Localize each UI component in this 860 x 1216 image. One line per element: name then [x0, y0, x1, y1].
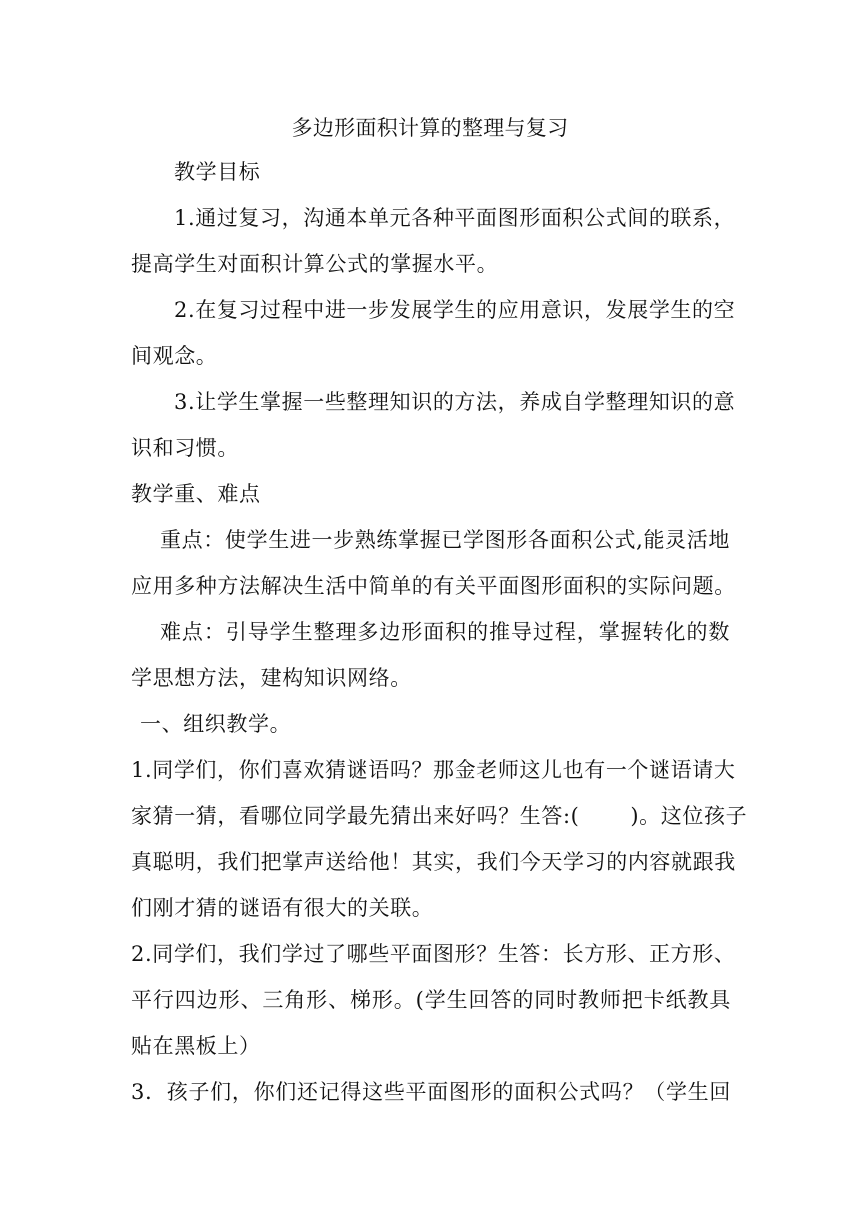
paragraph-2-line-2: 平行四边形、三角形、梯形。(学生回答的同时教师把卡纸教具 [131, 988, 731, 1012]
section-heading-teaching-goals: 教学目标 [174, 160, 261, 184]
paragraph-3-line-1: 3．孩子们，你们还记得这些平面图形的面积公式吗？（学生回 [131, 1080, 731, 1104]
difficulty-line-1: 难点：引导学生整理多边形面积的推导过程，掌握转化的数 [160, 620, 730, 644]
paragraph-1-line-4: 们刚才猜的谜语有很大的关联。 [131, 896, 434, 920]
paragraph-2-line-3: 贴在黑板上） [131, 1034, 261, 1058]
goal-1-line-2: 提高学生对面积计算公式的掌握水平。 [131, 252, 499, 276]
document-title: 多边形面积计算的整理与复习 [291, 116, 569, 140]
section-heading-key-points: 教学重、难点 [131, 482, 261, 506]
goal-3-line-1: 3.让学生掌握一些整理知识的方法，养成自学整理知识的意 [174, 390, 736, 414]
paragraph-2-line-1: 2.同学们，我们学过了哪些平面图形？生答：长方形、正方形、 [131, 942, 736, 966]
goal-2-line-1: 2.在复习过程中进一步发展学生的应用意识，发展学生的空 [174, 298, 736, 322]
paragraph-1-line-3: 真聪明，我们把掌声送给他！其实，我们今天学习的内容就跟我 [131, 850, 736, 874]
difficulty-line-2: 学思想方法，建构知识网络。 [131, 666, 412, 690]
goal-1-line-1: 1.通过复习，沟通本单元各种平面图形面积公式间的联系， [174, 206, 736, 230]
section-heading-organize-teaching: 一、组织教学。 [140, 712, 292, 736]
goal-3-line-2: 识和习惯。 [131, 436, 239, 460]
key-point-line-2: 应用多种方法解决生活中简单的有关平面图形面积的实际问题。 [131, 574, 736, 598]
goal-2-line-2: 间观念。 [131, 344, 218, 368]
paragraph-1-line-1: 1.同学们，你们喜欢猜谜语吗？那金老师这儿也有一个谜语请大 [131, 758, 736, 782]
key-point-line-1: 重点：使学生进一步熟练掌握已学图形各面积公式,能灵活地 [160, 528, 730, 552]
paragraph-1-line-2: 家猜一猜，看哪位同学最先猜出来好吗？生答:( )。这位孩子 [131, 804, 748, 828]
